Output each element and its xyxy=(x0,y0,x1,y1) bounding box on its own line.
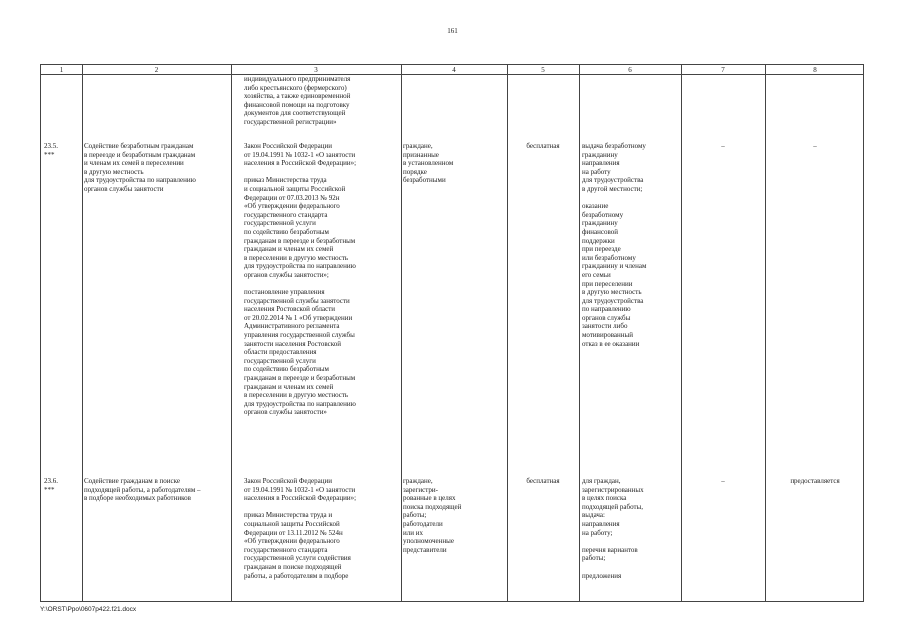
service-result: для граждан, зарегистрированных в целях поиска подходящей работы, выдача: направления на работу; перечня вариантов работы; предложения xyxy=(582,477,644,580)
row-number: 23.6. *** xyxy=(44,477,58,494)
service-name: Содействие безработным гражданам в переезде и безработным гражданам и членам их семей в переселении в другую местность для трудоустройства по направлению органов службы занятости xyxy=(84,142,196,193)
column-header: 5 xyxy=(541,66,545,74)
footer-file-path: Y:\ORST\Ppo\0607p422.f21.docx xyxy=(40,606,137,613)
column-header: 2 xyxy=(154,66,159,74)
page-number: 161 xyxy=(447,27,458,35)
recipients: граждане, зарегистри- рованные в целях поиска подходящей работы; работодатели или их уполномоченные представители xyxy=(403,477,462,554)
fee-type: бесплатная xyxy=(526,142,560,150)
col-divider xyxy=(401,65,402,601)
continued-legal-basis: индивидуального предпринимателя либо крестьянского (фермерского) хозяйства, а также единовременной финансовой помощи на подготовку документов для соответствующей государственной регистрации» xyxy=(244,75,351,126)
column-8-value: предоставляется xyxy=(790,477,840,485)
service-name: Содействие гражданам в поиске подходящей работы, а работодателям – в подборе необходимых работников xyxy=(84,477,201,503)
column-7-value: – xyxy=(721,477,725,485)
column-header-row xyxy=(41,65,863,75)
service-result: выдача безработному гражданину направления на работу для трудоустройства в другой местности; оказание безработному гражданину финансовой поддержки при переезде или безработному гражданину и членам его семьи при переселении в другую местность для трудоустройства по направлению органов службы занятости либо мотивированный отказ в ее оказании xyxy=(582,142,647,348)
column-header: 6 xyxy=(628,66,632,74)
column-8-value: – xyxy=(813,142,817,150)
column-7-value: – xyxy=(721,142,725,150)
row-number: 23.5. *** xyxy=(44,142,58,159)
col-divider xyxy=(579,65,580,601)
column-header: 1 xyxy=(59,66,64,74)
fee-type: бесплатная xyxy=(526,477,560,485)
column-header: 7 xyxy=(721,66,725,74)
col-divider xyxy=(231,65,232,601)
services-table xyxy=(40,64,864,602)
column-header: 8 xyxy=(813,66,817,74)
col-divider xyxy=(82,65,83,601)
recipients: граждане, признанные в установленном порядке безработными xyxy=(403,142,454,185)
legal-basis: Закон Российской Федерации от 19.04.1991 № 1032-1 «О занятости населения в Российской Федерации»; приказ Министерства труда и социальной защиты Российской Федерации от 07.03.2013 № 92н «Об утверждении федерального государственного стандарта государственной услуги по содействию безработным гражданам в переезде и безработным гражданам и членам их семей в переселении в другую местность для трудоустройства по направлению органов службы занятости»; постановление управления государственной службы занятости населения Ростовской области от 20.02.2014 № 1 «Об утверждении Административного регламента управления государственной службы занятости населения Ростовской области предоставления государственной услуги по содействию безработным гражданам в переезде и безработным гражданам и членам их семей в переселении в другую местность для трудоустройства по направлению органов службы занятости» xyxy=(244,142,357,417)
column-header: 3 xyxy=(314,66,318,74)
column-header: 4 xyxy=(452,66,456,74)
legal-basis: Закон Российской Федерации от 19.04.1991 № 1032-1 «О занятости населения в Российской Федерации»; приказ Министерства труда и социальной защиты Российской Федерации от 13.11.2012 № 524н «Об утверждении федерального государственного стандарта государственной услуги содействия гражданам в поиске подходящей работы, а работодателям в подборе xyxy=(244,477,357,580)
